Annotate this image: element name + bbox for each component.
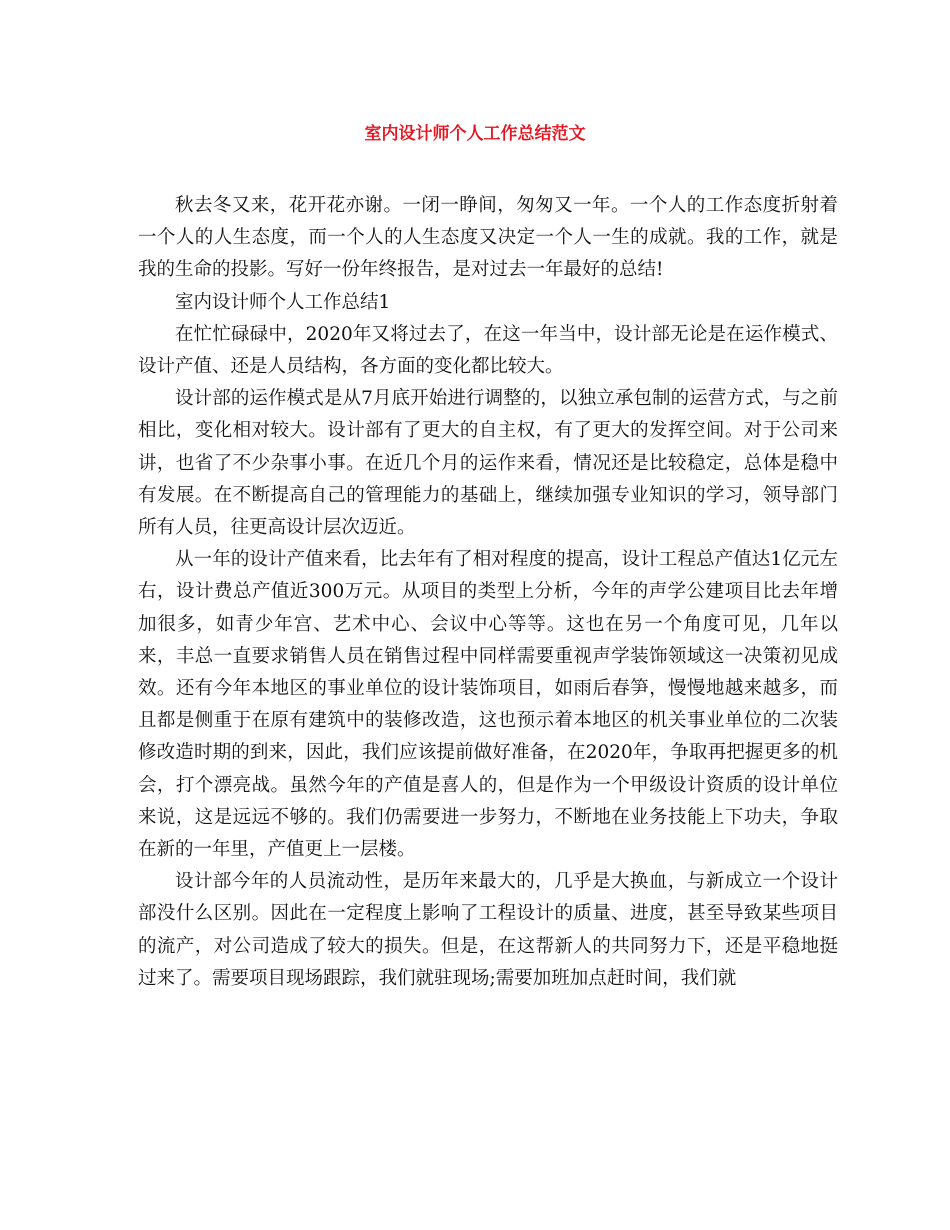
paragraph: 设计部今年的人员流动性，是历年来最大的，几乎是大换血，与新成立一个设计部没什么区别。因此在一定程度上影响了工程设计的质量、进度，甚至导致某些项目的流产，对公司造成了较大的损失。但是，在这帮新人的共同努力下，还是平稳地挺过来了。需要项目现场跟踪，我们就驻现场;需要加班加点赶时间，我们就 xyxy=(138,871,838,989)
paragraph: 从一年的设计产值来看，比去年有了相对程度的提高，设计工程总产值达1亿元左右，设计费总产值近300万元。从项目的类型上分析，今年的声学公建项目比去年增加很多，如青少年宫、艺术中心、会议中心等等。这也在另一个角度可见，几年以来，丰总一直要求销售人员在销售过程中同样需要重视声学装饰领域这一决策初见成效。还有今年本地区的事业单位的设计装饰项目，如雨后春笋，慢慢地越来越多，而且都是侧重于在原有建筑中的装修改造，这也预示着本地区的机关事业单位的二次装修改造时期的到来，因此，我们应该提前做好准备，在2020年，争取再把握更多的机会，打个漂亮战。虽然今年的产值是喜人的，但是作为一个甲级设计资质的设计单位来说，这是远远不够的。我们仍需要进一步努力，不断地在业务技能上下功夫，争取在新的一年里，产值更上一层楼。 xyxy=(138,549,838,861)
document-body xyxy=(138,190,838,995)
document-title: 室内设计师个人工作总结范文 xyxy=(364,124,586,144)
section-heading: 室内设计师个人工作总结1 xyxy=(175,291,391,313)
paragraph-intro: 秋去冬又来，花开花亦谢。一闭一睁间，匆匆又一年。一个人的工作态度折射着一个人的人生态度，而一个人的人生态度又决定一个人一生的成就。我的工作，就是我的生命的投影。写好一份年终报告，是对过去一年最好的总结! xyxy=(138,195,838,281)
paragraph: 设计部的运作模式是从7月底开始进行调整的，以独立承包制的运营方式，与之前相比，变化相对较大。设计部有了更大的自主权，有了更大的发挥空间。对于公司来讲，也省了不少杂事小事。在近几个月的运作来看，情况还是比较稳定，总体是稳中有发展。在不断提高自己的管理能力的基础上，继续加强专业知识的学习，领导部门所有人员，往更高设计层次迈近。 xyxy=(138,388,838,539)
paragraph: 在忙忙碌碌中，2020年又将过去了，在这一年当中，设计部无论是在运作模式、设计产值、还是人员结构，各方面的变化都比较大。 xyxy=(138,323,838,378)
